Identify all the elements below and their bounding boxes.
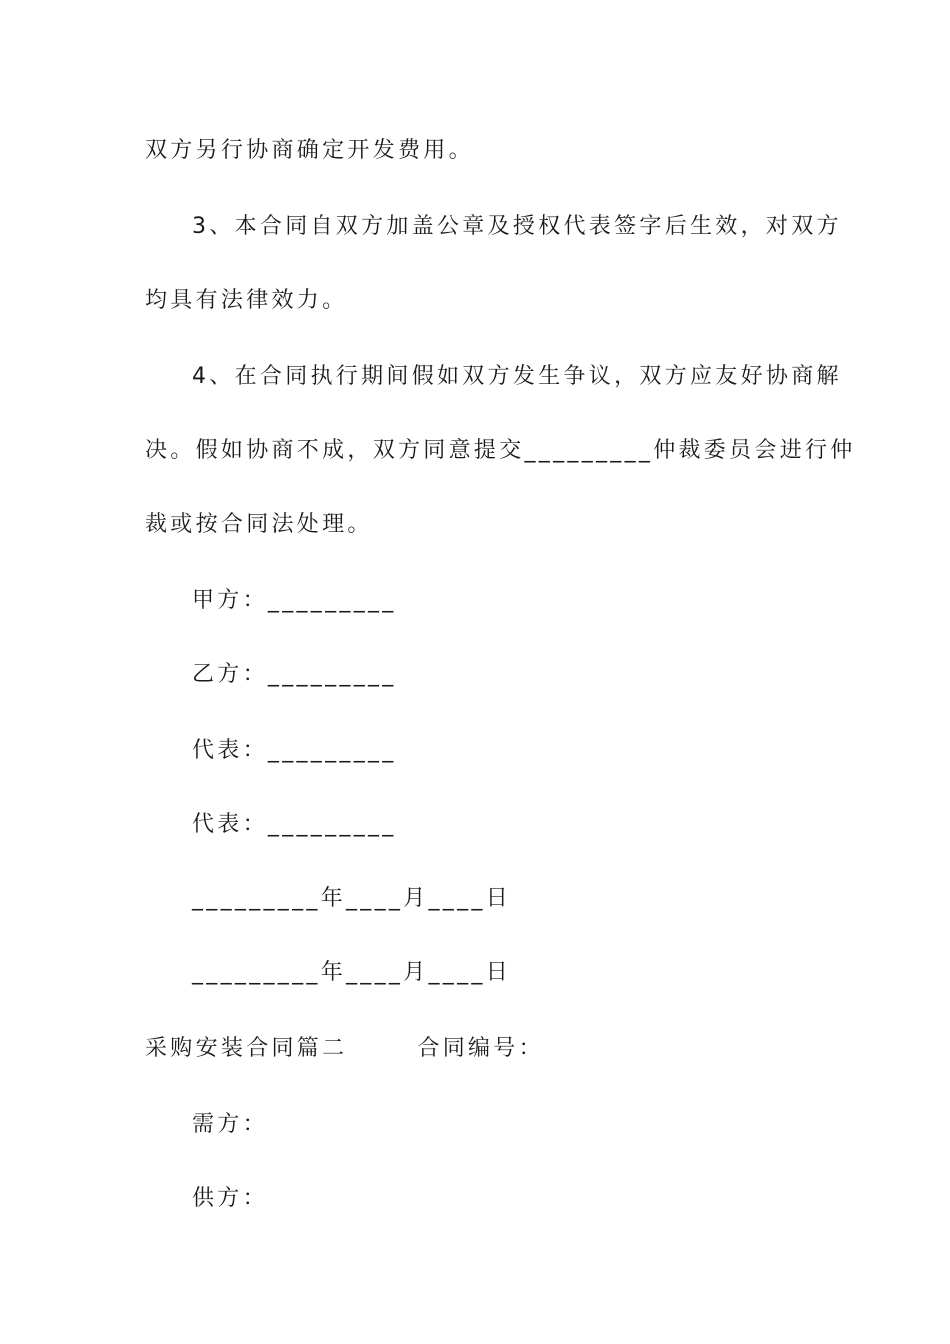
representative-signature-line: 代表：_________ xyxy=(192,738,397,763)
party-a-signature-line: 甲方：_________ xyxy=(192,588,397,613)
clause-4-line-1: 4、在合同执行期间假如双方发生争议，双方应友好协商解 xyxy=(192,364,842,389)
clause-4-line-2: 决。假如协商不成，双方同意提交_________仲裁委员会进行仲 xyxy=(145,438,856,463)
demand-party-label: 需方： xyxy=(192,1112,268,1137)
clause-4-line-3: 裁或按合同法处理。 xyxy=(145,512,373,537)
section-heading xyxy=(145,1034,544,1064)
supply-party-label: 供方： xyxy=(192,1186,268,1211)
section-title: 采购安装合同篇二 xyxy=(145,1036,348,1061)
clause-3-line-2: 均具有法律效力。 xyxy=(145,288,348,313)
clause-3-line-1: 3、本合同自双方加盖公章及授权代表签字后生效，对双方 xyxy=(192,214,842,239)
paragraph-line: 双方另行协商确定开发费用。 xyxy=(145,138,474,163)
contract-number-label: 合同编号： xyxy=(417,1036,544,1061)
party-b-signature-line: 乙方：_________ xyxy=(192,662,397,687)
representative-signature-line: 代表：_________ xyxy=(192,812,397,837)
date-line: _________年____月____日 xyxy=(192,960,511,985)
date-line: _________年____月____日 xyxy=(192,886,511,911)
